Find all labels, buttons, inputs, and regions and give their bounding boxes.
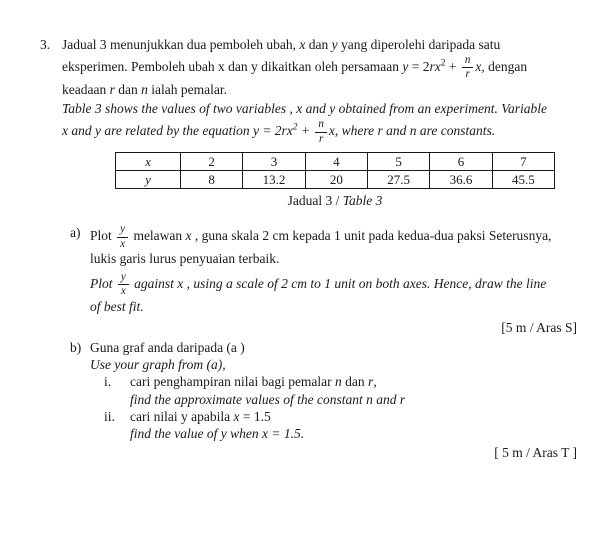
table-cell: 36.6 xyxy=(430,171,492,189)
table-cell: 20 xyxy=(305,171,367,189)
table-cell: 4 xyxy=(305,153,367,171)
table-cell: 13.2 xyxy=(243,171,305,189)
table-3 xyxy=(115,152,555,189)
fraction: $\frac{n}{r}$ xyxy=(315,119,327,145)
part-b-text-english: Use your graph from (a), xyxy=(90,357,226,373)
part-b-item-ii xyxy=(104,408,555,442)
part-a-text-malay: Plot $\frac{y}{x}$ melawan x , guna skala 2 cm kepada 1 unit pada kedua-dua paksi Seterusnya, lukis garis lurus penyuaian terbaik. xyxy=(90,222,552,267)
part-b-label: b) xyxy=(70,340,82,356)
table-caption: Jadual 3 / Table 3 xyxy=(287,193,383,209)
part-b-marks: [ 5 m / Aras T ] xyxy=(494,445,577,461)
part-b xyxy=(62,339,555,442)
fraction: $\frac{n}{r}$ xyxy=(462,55,474,81)
intro-paragraph-malay: Jadual 3 menunjukkan dua pemboleh ubah, x dan y yang diperolehi daripada satu eksperimen. Pemboleh ubah x dan y dikaitkan oleh persamaan $y = 2rx^2$ + $\frac{n}{r}$ x, dengan keadaan r dan n ialah pemalar. xyxy=(62,37,528,97)
question-number: 3. xyxy=(40,37,51,52)
table-row-x xyxy=(116,153,555,171)
part-b-item-i xyxy=(104,373,555,407)
part-b-text-malay: Guna graf anda daripada (a ) xyxy=(90,340,245,356)
part-b-item-i-malay: cari penghampiran nilai bagi pemalar n dan r, xyxy=(130,374,377,390)
table-cell: 8 xyxy=(181,171,243,189)
table-cell: 6 xyxy=(430,153,492,171)
part-b-item-ii-english: find the value of y when x = 1.5. xyxy=(130,425,305,441)
part-b-body xyxy=(90,339,555,442)
part-b-item-i-label: i. xyxy=(104,374,112,390)
table-cell: 3 xyxy=(243,153,305,171)
part-a-text-english: Plot $\frac{y}{x}$ against x , using a scale of 2 cm to 1 unit on both axes. Hence, draw the line of best fit. xyxy=(90,270,547,314)
table-cell: 27.5 xyxy=(367,171,429,189)
part-b-item-i-english: find the approximate values of the constant n and r xyxy=(130,391,406,407)
question-body xyxy=(62,36,577,462)
intro-paragraph-english: Table 3 shows the values of two variables , x and y obtained from an experiment. Variable x and y are related by the equation $y = 2rx^2$ + $\frac{n}{r}$ x, where r and n are constants. xyxy=(62,101,547,145)
table-cell: 45.5 xyxy=(492,171,554,189)
part-a-label: a) xyxy=(70,224,81,240)
fraction: $\frac{y}{x}$ xyxy=(118,272,129,298)
part-a-marks: [5 m / Aras S] xyxy=(501,319,577,335)
part-a-body xyxy=(90,224,555,317)
part-b-item-ii-label: ii. xyxy=(104,408,115,424)
part-b-item-ii-malay: cari nilai y apabila x = 1.5 xyxy=(130,408,271,424)
part-a xyxy=(62,224,555,317)
table-cell: 2 xyxy=(181,153,243,171)
table-header-cell-y: y xyxy=(116,171,181,189)
table-cell: 7 xyxy=(492,153,554,171)
part-b-item-i-body xyxy=(130,373,555,407)
table-cell: 5 xyxy=(367,153,429,171)
part-b-item-ii-body xyxy=(130,408,555,442)
table-header-cell-x: x xyxy=(116,153,181,171)
fraction: $\frac{y}{x}$ xyxy=(117,224,128,250)
table-row-y xyxy=(116,171,555,189)
